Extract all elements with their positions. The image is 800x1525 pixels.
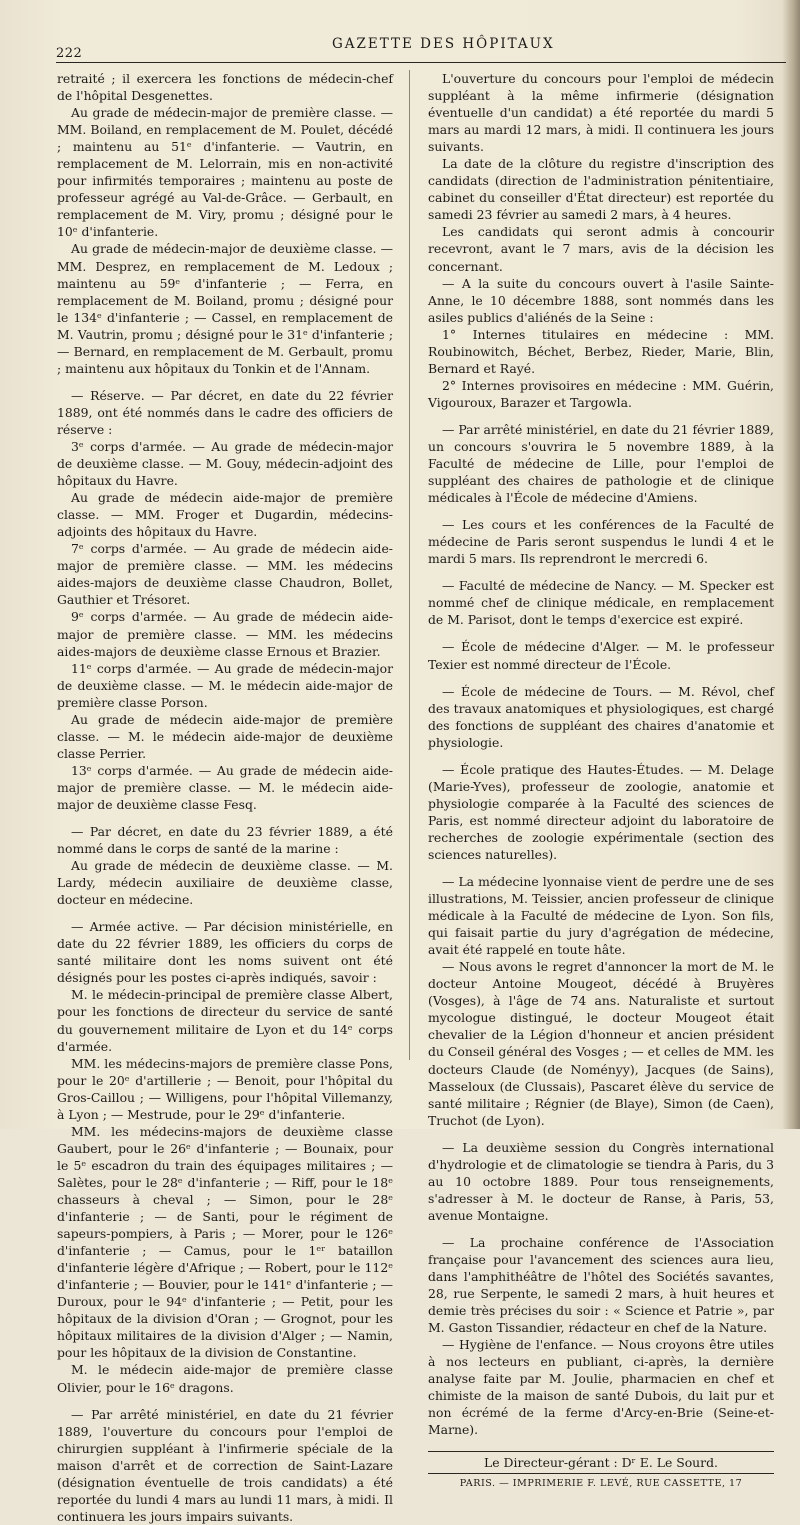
paragraph: retraité ; il exercera les fonctions de médecin-chef de l'hôpital Desgenettes. <box>57 71 393 104</box>
paragraph: Au grade de médecin de deuxième classe. — M. Lardy, médecin auxiliaire de deuxième classe, docteur en médecine. <box>57 858 393 908</box>
right-column <box>428 70 774 1492</box>
paragraph: — La médecine lyonnaise vient de perdre une de ses illustrations, M. Teissier, ancien professeur de clinique médicale à la Faculté de médecine de Lyon. Son fils, qui faisait partie du jury d'agrégation de médecine, avait été rappelé en toute hâte. <box>428 874 774 958</box>
running-title: GAZETTE DES HÔPITAUX <box>332 36 555 52</box>
paragraph: MM. les médecins-majors de deuxième classe Gaubert, pour le 26ᵉ d'infanterie ; — Bounaix, pour le 5ᵉ escadron du train des équipages militaires ; — Salètes, pour le 28ᵉ d'infanterie ; — Riff, pour le 18ᵉ chasseurs à cheval ; — Simon, pour le 28ᵉ d'infanterie ; — de Santi, pour le régiment de sapeurs-pompiers, à Paris ; — Morer, pour le 126ᵉ d'infanterie ; — Camus, pour le 1ᵉʳ bataillon d'infanterie légère d'Afrique ; — Robert, pour le 112ᵉ d'infanterie ; — Bouvier, pour le 141ᵉ d'infanterie ; — Duroux, pour le 94ᵉ d'infanterie ; — Petit, pour les hôpitaux de la division d'Oran ; — Grognot, pour les hôpitaux militaires de la division d'Alger ; — Namin, pour les hôpitaux de la division de Constantine. <box>57 1123 393 1361</box>
paragraph: — Par décret, en date du 23 février 1889, a été nommé dans le corps de santé de la marine : <box>57 824 393 857</box>
page-binding-edge <box>782 0 800 1129</box>
left-column <box>57 70 393 1525</box>
paragraph: 11ᵉ corps d'armée. — Au grade de médecin-major de deuxième classe. — M. le médecin aide-major de première classe Porson. <box>57 660 393 710</box>
paragraph: — A la suite du concours ouvert à l'asile Sainte-Anne, le 10 décembre 1888, sont nommés dans les asiles publics d'aliénés de la Seine : <box>428 275 774 325</box>
paragraph: 2° Internes provisoires en médecine : MM. Guérin, Vigouroux, Barazer et Targowla. <box>428 377 774 410</box>
paragraph: — Par arrêté ministériel, en date du 21 février 1889, l'ouverture du concours pour l'emploi de chirurgien suppléant à l'infirmerie spéciale de la maison d'arrêt et de correction de Saint-Lazare (désignation éventuelle de trois candidats) a été reportée du lundi 4 mars au lundi 11 mars, à midi. Il continuera les jours impairs suivants. <box>57 1406 393 1524</box>
header-rule <box>56 62 786 63</box>
page-header <box>52 36 784 61</box>
paragraph: — Faculté de médecine de Nancy. — M. Specker est nommé chef de clinique médicale, en remplacement de M. Parisot, dont le temps d'exercice est expiré. <box>428 578 774 628</box>
paragraph: M. le médecin-principal de première classe Albert, pour les fonctions de directeur du service de santé du gouvernement militaire de Lyon et du 14ᵉ corps d'armée. <box>57 987 393 1054</box>
paragraph: L'ouverture du concours pour l'emploi de médecin suppléant à la même infirmerie (désignation éventuelle d'un candidat) a été reportée du mardi 5 mars au mardi 12 mars, à midi. Il continuera les jours suivants. <box>428 71 774 155</box>
paragraph: — École pratique des Hautes-Études. — M. Delage (Marie-Yves), professeur de zoologie, anatomie et physiologie comparée à la Faculté des sciences de Paris, est nommé directeur adjoint du laboratoire de recherches de zoologie expérimentale (section des sciences naturelles). <box>428 761 774 862</box>
paragraph: — Armée active. — Par décision ministérielle, en date du 22 février 1889, les officiers du corps de santé militaire dont les noms suivent ont été désignés pour les postes ci-après indiqués, savoir : <box>57 919 393 986</box>
page-number: 222 <box>56 46 83 61</box>
paragraph: Au grade de médecin aide-major de première classe. — M. le médecin aide-major de deuxième classe Perrier. <box>57 711 393 761</box>
paragraph: — Nous avons le regret d'annoncer la mort de M. le docteur Antoine Mougeot, décédé à Bruyères (Vosges), à l'âge de 74 ans. Naturaliste et surtout mycologue distingué, le docteur Mougeot était chevalier de la Légion d'honneur et ancien président du Conseil général des Vosges ; — et celles de MM. les docteurs Claude (de Noményy), Jacques (de Sains), Masseloux (de Clussais), Pascaret élève du service de santé militaire ; Régnier (de Blaye), Simon (de Caen), Truchot (de Lyon). <box>428 959 774 1128</box>
paragraph: — École de médecine d'Alger. — M. le professeur Texier est nommé directeur de l'École. <box>428 639 774 672</box>
paragraph: La date de la clôture du registre d'inscription des candidats (direction de l'administration pénitentiaire, cabinet du conseiller d'État directeur) est reportée du samedi 23 février au samedi 2 mars, à 4 heures. <box>428 156 774 223</box>
paragraph: Au grade de médecin-major de première classe. — MM. Boiland, en remplacement de M. Poulet, décédé ; maintenu au 51ᵉ d'infanterie. — Vautrin, en remplacement de M. Lelorrain, mis en non-activité pour infirmités temporaires ; maintenu au poste de professeur agrégé au Val-de-Grâce. — Gerbault, en remplacement de M. Viry, promu ; désigné pour le 10ᵉ d'infanterie. <box>57 105 393 240</box>
paragraph: 1° Internes titulaires en médecine : MM. Roubinowitch, Béchet, Berbez, Rieder, Marie, Blin, Bernard et Rayé. <box>428 326 774 376</box>
paragraph: — Réserve. — Par décret, en date du 22 février 1889, ont été nommés dans le cadre des officiers de réserve : <box>57 387 393 437</box>
paragraph: — Par arrêté ministériel, en date du 21 février 1889, un concours s'ouvrira le 5 novembre 1889, à la Faculté de médecine de Lille, pour l'emploi de suppléant des chaires de pathologie et de clinique médicales à l'École de médecine d'Amiens. <box>428 421 774 506</box>
paragraph: 3ᵉ corps d'armée. — Au grade de médecin-major de deuxième classe. — M. Gouy, médecin-adjoint des hôpitaux du Havre. <box>57 438 393 489</box>
paragraph: Au grade de médecin aide-major de première classe. — MM. Froger et Dugardin, médecins-adjoints des hôpitaux du Havre. <box>57 490 393 540</box>
paragraph: — Les cours et les conférences de la Faculté de médecine de Paris seront suspendus le lundi 4 et le mardi 5 mars. Ils reprendront le mercredi 6. <box>428 517 774 567</box>
paragraph: 13ᵉ corps d'armée. — Au grade de médecin aide-major de première classe. — M. le médecin aide-major de deuxième classe Fesq. <box>57 762 393 812</box>
paragraph: Au grade de médecin-major de deuxième classe. — MM. Desprez, en remplacement de M. Ledoux ; maintenu au 59ᵉ d'infanterie ; — Ferra, en remplacement de M. Boiland, promu ; désigné pour le 134ᵉ d'infanterie ; — Cassel, en remplacement de M. Vautrin, promu ; désigné pour le 31ᵉ d'infanterie ; — Bernard, en remplacement de M. Gerbault, promu ; maintenu aux hôpitaux du Tonkin et de l'Annam. <box>57 241 393 376</box>
paragraph: Les candidats qui seront admis à concourir recevront, avant le 7 mars, avis de la décision les concernant. <box>428 224 774 274</box>
paragraph: 7ᵉ corps d'armée. — Au grade de médecin aide-major de première classe. — MM. les médecins aides-majors de deuxième classe Chaudron, Bollet, Gauthier et Trésoret. <box>57 541 393 608</box>
paragraph: 9ᵉ corps d'armée. — Au grade de médecin aide-major de première classe. — MM. les médecins aides-majors de deuxième classe Ernous et Brazier. <box>57 609 393 659</box>
paragraph: — Hygiène de l'enfance. — Nous croyons être utiles à nos lecteurs en publiant, ci-après, la dernière analyse faite par M. Joulie, pharmacien en chef et chimiste de la maison de santé Dubois, du lait pur et non écrémé de la ferme d'Arcy-en-Brie (Seine-et-Marne). <box>428 1337 774 1438</box>
paragraph: M. le médecin aide-major de première classe Olivier, pour le 16ᵉ dragons. <box>57 1362 393 1395</box>
paragraph: — La prochaine conférence de l'Association française pour l'avancement des sciences aura lieu, dans l'amphithéâtre de l'hôtel des Sociétés savantes, 28, rue Serpente, le samedi 2 mars, à huit heures et demie très précises du soir : « Science et Patrie », par M. Gaston Tissandier, rédacteur en chef de la Nature. <box>428 1234 774 1336</box>
paragraph: — École de médecine de Tours. — M. Révol, chef des travaux anatomiques et physiologiques, est chargé des fonctions de suppléant des chaires d'anatomie et physiologie. <box>428 683 774 750</box>
paragraph: — La deuxième session du Congrès international d'hydrologie et de climatologie se tiendra à Paris, du 3 au 10 octobre 1889. Pour tous renseignements, s'adresser à M. le docteur de Ranse, à Paris, 53, avenue Montaigne. <box>428 1139 774 1223</box>
director-signature: Le Directeur-gérant : Dʳ E. Le Sourd. <box>428 1451 774 1471</box>
paragraph: MM. les médecins-majors de première classe Pons, pour le 20ᵉ d'artillerie ; — Benoit, pour l'hôpital du Gros-Caillou ; — Willigens, pour l'hôpital Villemanzy, à Lyon ; — Mestrude, pour le 29ᵉ d'infanterie. <box>57 1055 393 1122</box>
column-divider <box>409 70 410 1060</box>
printer-imprint: PARIS. — IMPRIMERIE F. LEVÉ, RUE CASSETTE, 17 <box>428 1473 774 1492</box>
